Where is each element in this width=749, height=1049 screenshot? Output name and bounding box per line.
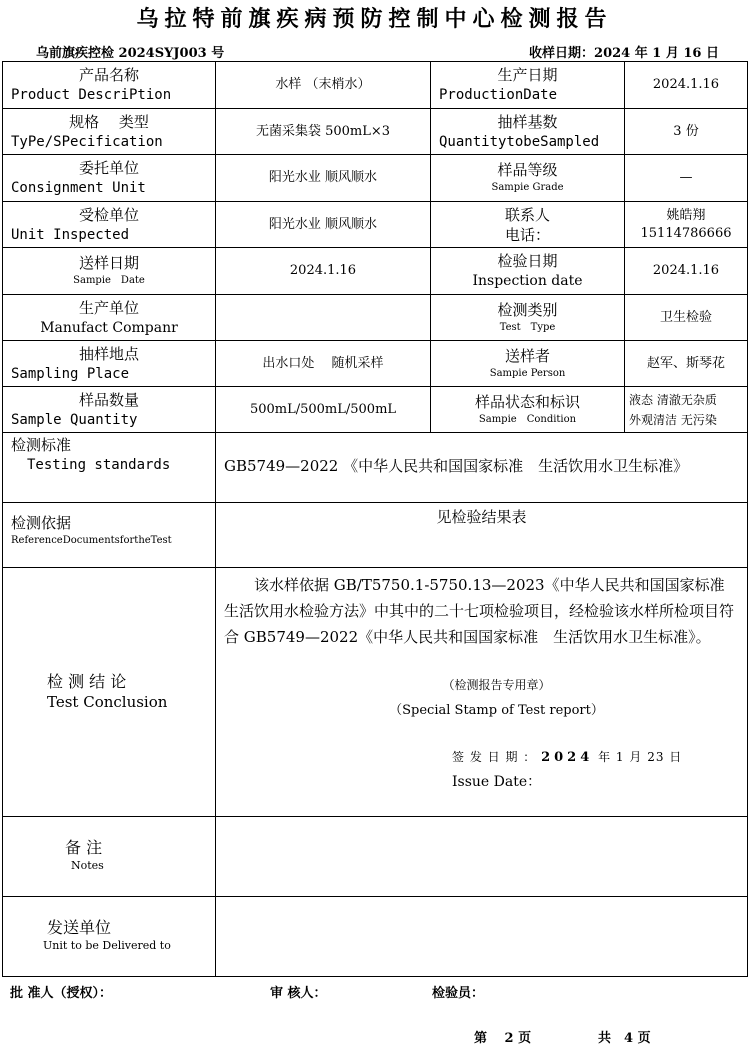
row-notes [3, 816, 748, 896]
receipt-date: 收样日期：2024 年 1 月 16 日 [529, 46, 719, 61]
value-deliver [216, 896, 748, 976]
value-contact: 姚皓翔 15114786666 [625, 202, 748, 248]
row-sampling-place [3, 341, 748, 387]
row-consignment [3, 155, 748, 202]
label-product-name: 产品名称 Product DescriPtion [3, 62, 216, 109]
issue-date: 签 发 日 期 ： 2024 年 1 月 23 日 [452, 749, 683, 765]
label-sending-date: 送样日期 Sampie Date [3, 248, 216, 295]
stamp-label-cn: （检测报告专用章） [442, 677, 551, 692]
value-reference: 见检验结果表 [216, 503, 748, 567]
label-sample-grade: 样品等级 Sampie Grade [431, 155, 625, 202]
value-unit-inspected: 阳光水业 顺风顺水 [216, 202, 431, 248]
row-product-name [3, 62, 748, 109]
conclusion-text: 该水样依据 GB/T5750.1-5750.13—2023《中华人民共和国国家标准 生活饮用水检验方法》中其中的二十七项检验项目，经检验该水样所检项目符合 GB5749—2022《中华人民共和国国家标准 生活饮用水卫生标准》。 [224, 575, 735, 646]
label-contact: 联系人 电话： [431, 202, 625, 248]
value-product-name: 水样 （末梢水） [216, 62, 431, 109]
label-standards: 检测标准 Testing standards [3, 433, 216, 503]
row-sending-date [3, 248, 748, 295]
value-test-type: 卫生检验 [625, 295, 748, 341]
value-qty-sampled: 3 份 [625, 109, 748, 155]
row-unit-inspected [3, 202, 748, 248]
label-qty-sampled: 抽样基数 QuantitytobeSampled [431, 109, 625, 155]
label-notes: 备 注 Notes [3, 816, 216, 896]
row-reference [3, 503, 748, 567]
row-manufacturer [3, 295, 748, 341]
label-conclusion: 检 测 结 论 Test Conclusion [3, 567, 216, 816]
report-number: 乌前旗疾控检 2024SYJ003 号 [36, 46, 225, 61]
value-sending-date: 2024.1.16 [216, 248, 431, 295]
value-sample-grade: — [625, 155, 748, 202]
label-sampling-place: 抽样地点 Sampling Place [3, 341, 216, 387]
label-consignment: 委托单位 Consignment Unit [3, 155, 216, 202]
value-sampling-place: 出水口处 随机采样 [216, 341, 431, 387]
value-inspection-date: 2024.1.16 [625, 248, 748, 295]
value-production-date: 2024.1.16 [625, 62, 748, 109]
value-sampler: 赵军、斯琴花 [625, 341, 748, 387]
value-consignment: 阳光水业 顺风顺水 [216, 155, 431, 202]
value-sample-condition: 液态 清澈无杂质 外观清洁 无污染 [625, 387, 748, 433]
stamp-label-en: （Special Stamp of Test report） [389, 702, 604, 718]
value-manufacturer [216, 295, 431, 341]
row-sample-qty [3, 387, 748, 433]
label-production-date: 生产日期 ProductionDate [431, 62, 625, 109]
value-conclusion [216, 567, 748, 816]
report-title: 乌拉特前旗疾病预防控制中心检测报告 [136, 6, 613, 32]
label-unit-inspected: 受检单位 Unit Inspected [3, 202, 216, 248]
label-sample-qty: 样品数量 Sample Quantity [3, 387, 216, 433]
value-standards: GB5749—2022 《中华人民共和国国家标准 生活饮用水卫生标准》 [216, 433, 748, 503]
approver-label: 批 准人（授权）： [10, 986, 113, 1001]
report-table [2, 61, 748, 977]
issue-date-en: Issue Date： [452, 773, 542, 790]
value-spec: 无菌采集袋 500mL×3 [216, 109, 431, 155]
row-standards [3, 433, 748, 503]
label-test-type: 检测类别 Test Type [431, 295, 625, 341]
page-number: 第 2 页 [474, 1031, 532, 1046]
label-manufacturer: 生产单位 Manufact Companr [3, 295, 216, 341]
label-sample-condition: 样品状态和标识 Sampie Condition [431, 387, 625, 433]
label-sampler: 送样者 Sampie Person [431, 341, 625, 387]
row-deliver [3, 896, 748, 976]
row-spec [3, 109, 748, 155]
row-conclusion [3, 567, 748, 816]
reviewer-label: 审 核人： [270, 986, 327, 1001]
page-total: 共 4 页 [598, 1031, 651, 1046]
value-notes [216, 816, 748, 896]
label-spec: 规格 类型 TyPe/SPecification [3, 109, 216, 155]
label-inspection-date: 检验日期 Inspection date [431, 248, 625, 295]
inspector-label: 检验员： [432, 986, 485, 1001]
label-deliver: 发送单位 Unit to be Delivered to [3, 896, 216, 976]
value-sample-qty: 500mL/500mL/500mL [216, 387, 431, 433]
label-reference: 检测依据 ReferenceDocumentsfortheTest [3, 503, 216, 567]
